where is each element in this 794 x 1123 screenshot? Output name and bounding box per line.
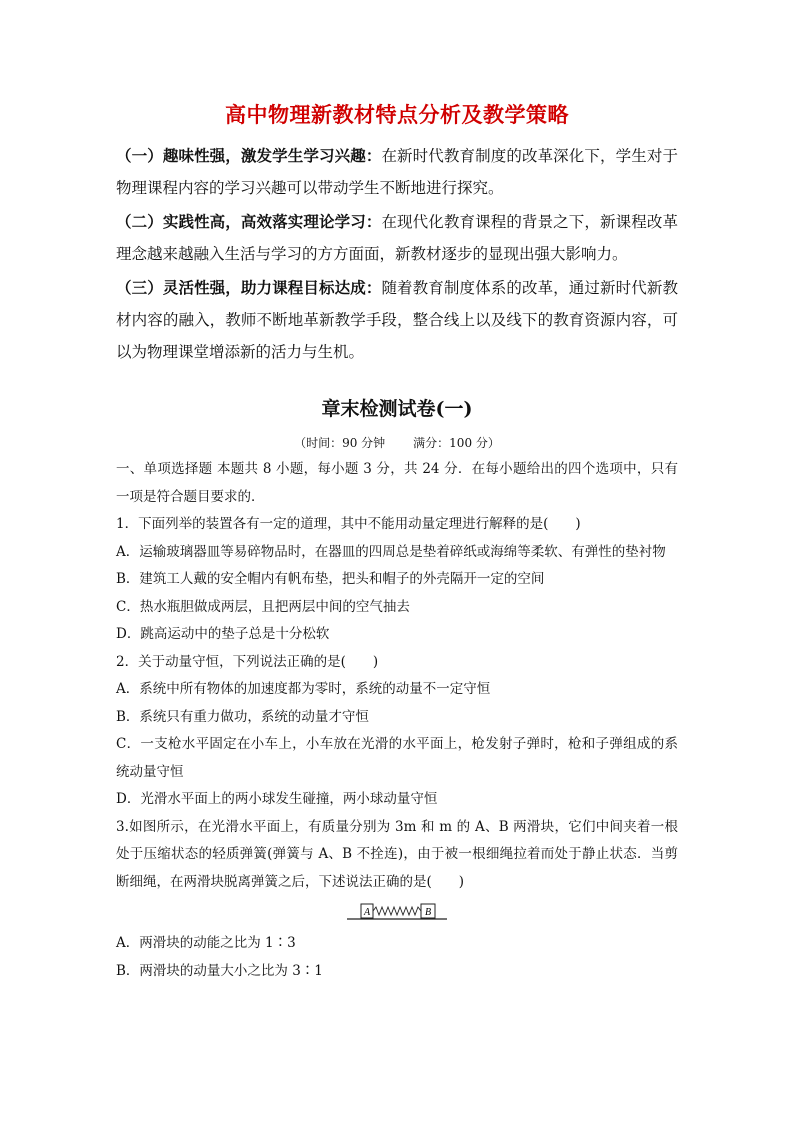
question-2-option-a: A．系统中所有物体的加速度都为零时，系统的动量不一定守恒 [116, 681, 491, 697]
intro-text-1: 在新时代教育制度的改革深化下，学生对于物理课程内容的学习兴趣可以带动学生不断地进行探究。 [116, 147, 678, 197]
intro-paragraph-1 [116, 140, 678, 204]
question-1-option-c: C．热水瓶胆做成两层，且把两层中间的空气抽去 [116, 598, 410, 615]
exam-score: 满分：100 分） [413, 436, 500, 450]
document-page [116, 100, 678, 985]
intro-section [116, 140, 678, 368]
question-1-option-b: B．建筑工人戴的安全帽内有帆布垫，把头和帽子的外壳隔开一定的空间 [116, 571, 545, 587]
question-1-option-d: D．跳高运动中的垫子总是十分松软 [116, 626, 330, 642]
intro-text-2: 在现代化教育课程的背景之下，新课程改革理念越来越融入生活与学习的方方面面，新教材逐步的显现出强大影响力。 [116, 213, 678, 263]
question-2-stem: 2．关于动量守恒，下列说法正确的是( ) [116, 653, 379, 670]
intro-lead-1: （一）趣味性强，激发学生学习兴趣： [116, 146, 382, 165]
block-b-label: B [424, 907, 432, 918]
main-title: 高中物理新教材特点分析及教学策略 [225, 102, 569, 127]
question-1-stem: 1．下面列举的装置各有一定的道理，其中不能用动量定理进行解释的是( ) [116, 516, 581, 532]
exam-info [116, 434, 678, 452]
intro-paragraph-3 [116, 272, 678, 368]
question-3-option-a: A．两滑块的动能之比为 1∶3 [116, 935, 296, 951]
exam-time: （时间：90 分钟 [294, 436, 386, 450]
section-instructions: 一、单项选择题 本题共 8 小题，每小题 3 分，共 24 分．在每小题给出的四个选项中，只有一项是符合题目要求的． [116, 461, 678, 505]
question-3-option-b: B．两滑块的动量大小之比为 3∶1 [116, 962, 323, 979]
intro-paragraph-2 [116, 206, 678, 270]
question-2-option-c: C．一支枪水平固定在小车上，小车放在光滑的水平面上，枪发射子弹时，枪和子弹组成的系统动量守恒 [116, 736, 678, 780]
intro-lead-2: （二）实践性高，高效落实理论学习： [116, 212, 382, 231]
spring-blocks-diagram [345, 898, 449, 922]
question-2-option-d: D．光滑水平面上的两小球发生碰撞，两小球动量守恒 [116, 791, 438, 807]
intro-text-3: 随着教育制度体系的改革，通过新时代新教材内容的融入，教师不断地革新教学手段，整合线上以及线下的教育资源内容，可以为物理课堂增添新的活力与生机。 [116, 279, 678, 361]
intro-lead-3: （三）灵活性强，助力课程目标达成： [116, 278, 382, 297]
exam-title: 章末检测试卷(一) [321, 398, 473, 420]
question-1-option-a: A．运输玻璃器皿等易碎物品时，在器皿的四周总是垫着碎纸或海绵等柔软、有弹性的垫衬物 [116, 543, 666, 560]
block-a-label: A [363, 907, 371, 918]
spring [373, 907, 421, 915]
question-2-option-b: B．系统只有重力做功，系统的动量才守恒 [116, 708, 369, 725]
question-3-stem: 3.如图所示，在光滑水平面上，有质量分别为 3m 和 m 的 A、B 两滑块，它们中间夹着一根处于压缩状态的轻质弹簧(弹簧与 A、B 不拴连)，由于被一根细绳拉着而处于静止状态．当剪断细绳，在两滑块脱离弹簧之后，下述说法正确的是( ) [116, 818, 678, 890]
spring-blocks-figure [116, 898, 678, 926]
